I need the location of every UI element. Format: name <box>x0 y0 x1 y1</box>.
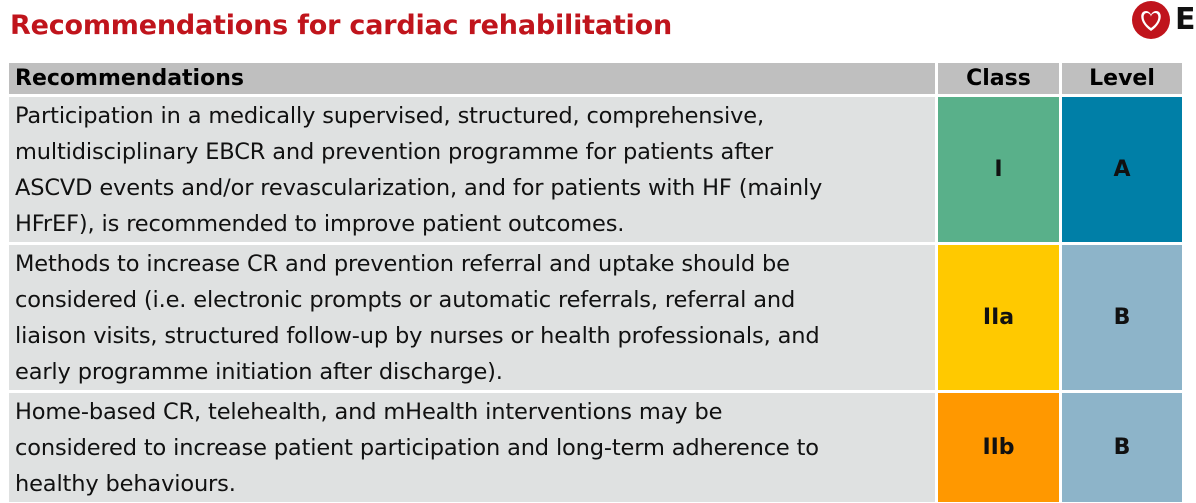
text-line: Participation in a medically supervised, structured, comprehensive, <box>15 103 764 129</box>
class-cell: IIa <box>938 245 1062 393</box>
text-line: early programme initiation after discharge). <box>15 359 503 385</box>
text-line: healthy behaviours. <box>15 471 236 497</box>
text-line: multidisciplinary EBCR and prevention programme for patients after <box>15 139 774 165</box>
page-title: Recommendations for cardiac rehabilitation <box>10 10 672 41</box>
recommendations-table <box>9 63 1185 502</box>
header-recommendations: Recommendations <box>9 63 938 97</box>
level-cell: B <box>1062 245 1185 393</box>
class-cell: I <box>938 97 1062 245</box>
text-line: Home-based CR, telehealth, and mHealth interventions may be <box>15 399 723 425</box>
logo-letter: E <box>1175 2 1196 37</box>
text-line: ASCVD events and/or revascularization, and for patients with HF (mainly <box>15 175 823 201</box>
recommendation-text <box>9 393 938 502</box>
recommendation-text <box>9 97 938 245</box>
heart-icon <box>1131 0 1175 40</box>
table-header-row <box>9 63 1185 97</box>
header-level: Level <box>1062 63 1185 97</box>
text-line: HFrEF), is recommended to improve patient outcomes. <box>15 211 625 237</box>
table-row <box>9 245 1185 393</box>
esc-logo <box>1131 0 1196 40</box>
text-line: liaison visits, structured follow-up by nurses or health professionals, and <box>15 323 820 349</box>
table-row <box>9 97 1185 245</box>
level-cell: A <box>1062 97 1185 245</box>
level-cell: B <box>1062 393 1185 502</box>
text-line: Methods to increase CR and prevention referral and uptake should be <box>15 251 790 277</box>
recommendation-text <box>9 245 938 393</box>
text-line: considered to increase patient participation and long-term adherence to <box>15 435 819 461</box>
class-cell: IIb <box>938 393 1062 502</box>
text-line: considered (i.e. electronic prompts or automatic referrals, referral and <box>15 287 796 313</box>
table-row <box>9 393 1185 502</box>
header-class: Class <box>938 63 1062 97</box>
